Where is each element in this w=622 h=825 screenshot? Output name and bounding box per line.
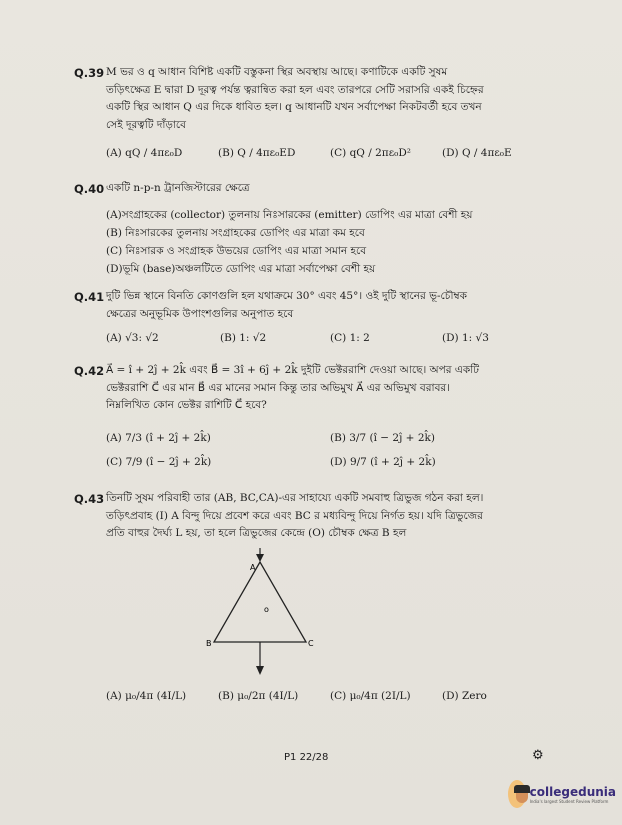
option-a[interactable]: (A)সংগ্রাহকের (collector) তুলনায় নিঃসারকের (emitter) ডোপিং এর মাত্রা বেশী হয় (106, 209, 473, 221)
center-label-o: o (264, 605, 269, 614)
logo-mascot-icon (508, 780, 526, 808)
option-d[interactable]: (D) Q / 4πε₀E (442, 147, 512, 159)
collegedunia-logo (508, 772, 616, 816)
option-d[interactable]: (D) 1: √3 (442, 332, 489, 344)
vertex-label-c: C (308, 639, 314, 648)
option-c[interactable]: (C) μ₀/4π (2I/L) (330, 690, 411, 702)
option-b[interactable]: (B) 1: √2 (220, 332, 267, 344)
question-number: Q.41 (74, 290, 105, 304)
question-text (106, 362, 556, 415)
option-b[interactable]: (B) μ₀/2π (4I/L) (218, 690, 299, 702)
option-a[interactable]: (A) √3: √2 (106, 332, 159, 344)
option-d[interactable]: (D) Zero (442, 690, 487, 702)
option-a[interactable]: (A) 7/3 (î + 2ĵ + 2k̂) (106, 432, 211, 444)
logo-tagline: India's largest Student Review Platform (529, 798, 609, 804)
question-line: তড়িৎক্ষেত্র E দ্বারা D দূরত্ব পর্যন্ত ত্বরান্বিত করা হল এবং তারপরে সেটি সরাসরি একই চিহ্নের (106, 83, 484, 96)
option-c[interactable]: (C) 7/9 (î − 2ĵ + 2k̂) (106, 456, 212, 468)
option-d[interactable]: (D) 9/7 (î + 2ĵ + 2k̂) (330, 456, 436, 468)
gear-icon: ⚙ (532, 748, 544, 763)
question-line: তিনটি সুষম পরিবাহী তার (AB, BC,CA)-এর সাহায্যে একটি সমবাহু ত্রিভুজ গঠন করা হল। (106, 492, 484, 504)
question-number: Q.40 (74, 182, 105, 196)
option-c[interactable]: (C) নিঃসারক ও সংগ্রাহক উভয়ের ডোপিং এর মাত্রা সমান হবে (106, 245, 367, 257)
vertex-label-a: A (250, 563, 256, 572)
question-line: ভেক্টররাশি C⃗ এর মান B⃗ এর মানের সমান কিন্তু তার অভিমুখ A⃗ এর অভিমুখ বরাবর। (106, 381, 450, 394)
question-number: Q.42 (74, 364, 105, 378)
option-a[interactable]: (A) qQ / 4πε₀D (106, 147, 183, 159)
question-line: সেই দূরত্বটি দাঁড়াবে (106, 118, 186, 131)
question-line: একটি স্থির আধান Q এর দিকে ধাবিত হল। q আধানটি যখন সর্বাপেক্ষা নিকটবর্তী হবে তখন (106, 101, 482, 113)
triangle-diagram (190, 548, 330, 678)
option-c[interactable]: (C) qQ / 2πε₀D² (330, 147, 411, 159)
question-line: ক্ষেত্রের অনুভূমিক উপাংশগুলির অনুপাত হবে (106, 307, 294, 320)
question-text (106, 490, 556, 543)
question-number: Q.43 (74, 492, 105, 506)
option-b[interactable]: (B) Q / 4πε₀ED (218, 147, 296, 159)
question-text: একটি n-p-n ট্রানজিস্টারের ক্ষেত্রে (106, 182, 250, 194)
option-d[interactable]: (D)ভূমি (base)অঞ্চলটিতে ডোপিং এর মাত্রা সর্বাপেক্ষা বেশী হয় (106, 263, 376, 275)
question-line: দুটি ভিন্ন স্থানে বিনতি কোণগুলি হল যথাক্রমে 30° এবং 45°। ওই দুটি স্থানের ভূ-চৌম্বক (106, 290, 467, 302)
question-text (106, 288, 556, 323)
triangle-shape (214, 562, 306, 642)
question-number: Q.39 (74, 66, 105, 80)
question-text (106, 64, 556, 134)
question-line: নিম্নলিখিত কোন ভেক্টর রাশিটি C⃗ হবে? (106, 399, 267, 411)
option-a[interactable]: (A) μ₀/4π (4I/L) (106, 690, 187, 702)
question-line: A⃗ = î + 2ĵ + 2k̂ এবং B⃗ = 3î + 6ĵ + 2k̂ দুইটি ভেক্টররাশি দেওয়া আছে। অপর একটি (106, 364, 479, 376)
vertex-label-b: B (206, 639, 212, 648)
question-line: তড়িৎপ্রবাহ (I) A বিন্দু দিয়ে প্রবেশ করে এবং BC র মধ্যবিন্দু দিয়ে নির্গত হয়। যদি ত্রিভুজের (106, 509, 483, 522)
logo-name: collegedunia (529, 784, 616, 799)
question-line: প্রতি বাহুর দৈর্ঘ্য L হয়, তা হলে ত্রিভুজের কেন্দ্রে (O) চৌম্বক ক্ষেত্র B হল (106, 527, 407, 539)
option-b[interactable]: (B) নিঃসারকের তুলনায় সংগ্রাহকের ডোপিং এর মাত্রা কম হবে (106, 227, 365, 239)
option-b[interactable]: (B) 3/7 (î − 2ĵ + 2k̂) (330, 432, 435, 444)
arrow-down-icon (256, 666, 264, 675)
logo-text-block (530, 785, 616, 804)
page-number: P1 22/28 (284, 752, 329, 763)
question-line: M ভর ও q আধান বিশিষ্ট একটি বস্তুকনা স্থির অবস্থায় আছে। কণাটিকে একটি সুষম (106, 66, 448, 78)
option-c[interactable]: (C) 1: 2 (330, 332, 370, 344)
